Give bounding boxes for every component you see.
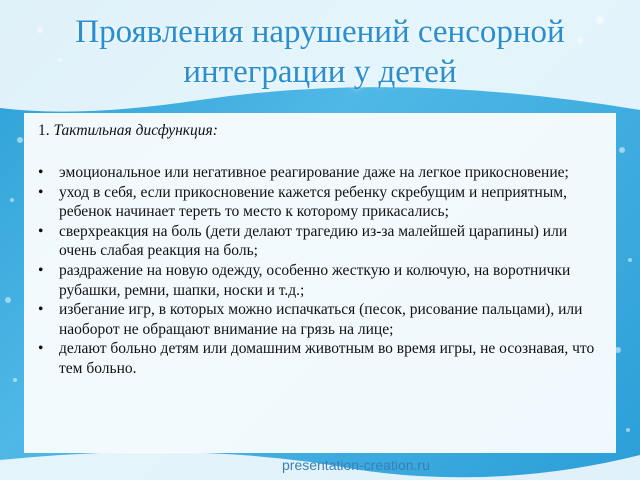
section-heading [38,122,218,140]
bullet-list [38,163,598,379]
slide-title [0,12,640,92]
list-item: • сверхреакция на боль (дети делают трагедию из-за малейшей царапины) или очень слабая реакция на боль; [38,222,598,261]
list-item: • раздражение на новую одежду, особенно жесткую и колючую, на воротнички рубашки, ремни, шапки, носки и т.д.; [38,261,598,300]
footer-watermark: presentation-creation.ru [282,457,430,473]
title-line-1: Проявления нарушений сенсорной [75,14,565,50]
title-line-2: интеграции у детей [183,54,457,90]
list-item: • делают больно детям или домашним животным во время игры, не осознавая, что тем больно. [38,339,598,378]
section-heading-text: Тактильная дисфункция: [53,122,218,139]
section-number: 1. [38,122,54,139]
list-item: • уход в себя, если прикосновение кажется ребенку скребущим и неприятным, ребенок начинает тереть то место к которому прикасались; [38,183,598,222]
list-item: • избегание игр, в которых можно испачкаться (песок, рисование пальцами), или наоборот не обращают внимание на грязь на лице; [38,300,598,339]
list-item: • эмоциональное или негативное реагирование даже на легкое прикосновение; [38,163,598,183]
